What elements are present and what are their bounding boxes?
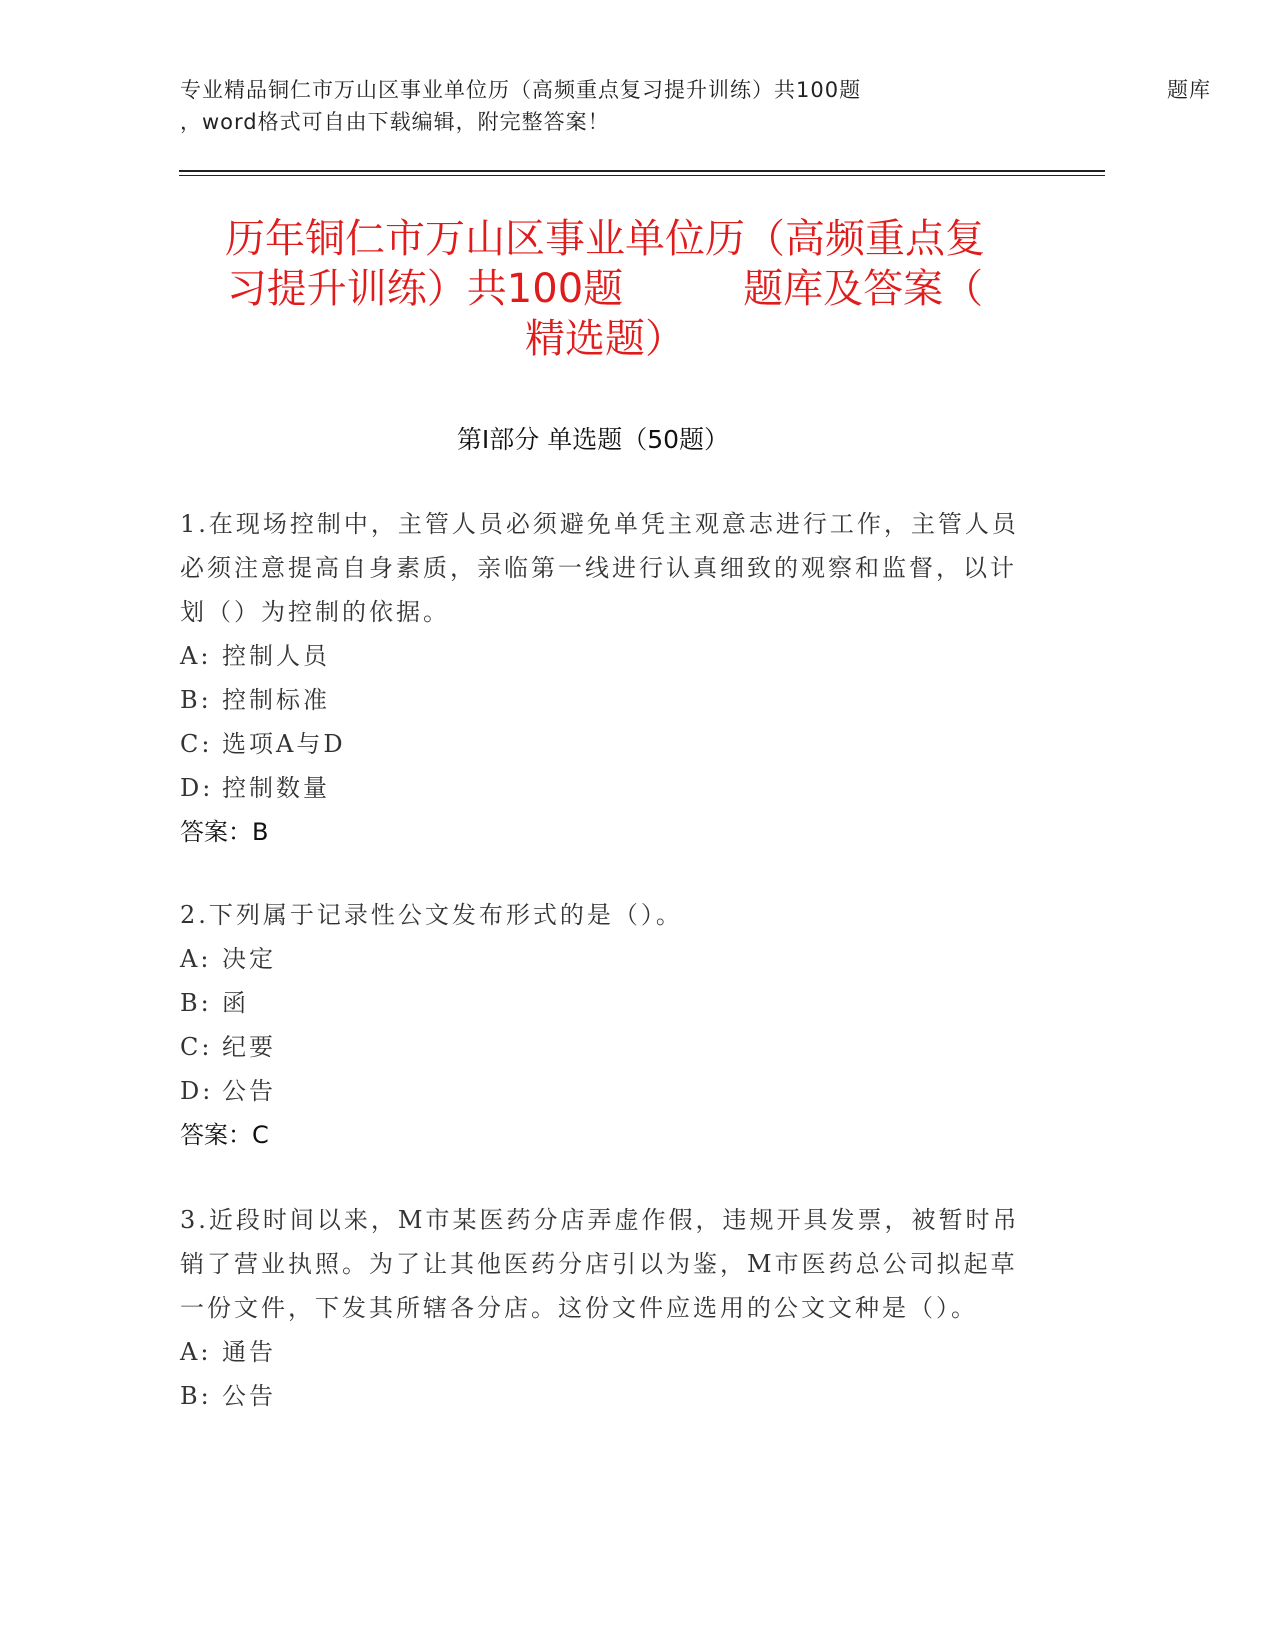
question-text: 1.在现场控制中，主管人员必须避免单凭主观意志进行工作，主管人员必须注意提高自身素质，亲临第一线进行认真细致的观察和监督，以计划（）为控制的依据。 <box>180 510 1019 626</box>
question-3 <box>180 1198 1040 1418</box>
option-a <box>180 634 1040 678</box>
title-line-2: 习提升训练）共100题 题库及答案（ <box>226 266 984 312</box>
option-text: 公告 <box>222 1382 276 1410</box>
header-right-text: 题库 <box>1167 78 1211 102</box>
header-rule-thick <box>179 170 1105 172</box>
option-label: D: <box>180 1077 214 1105</box>
answer: 答案：C <box>180 1121 269 1149</box>
answer: 答案：B <box>180 818 269 846</box>
option-b <box>180 981 1040 1025</box>
option-text: 公告 <box>222 1077 276 1105</box>
option-c <box>180 722 1040 766</box>
option-label: A: <box>180 1338 212 1366</box>
header-text: 专业精品铜仁市万山区事业单位历（高频重点复习提升训练）共100题 <box>180 78 862 102</box>
option-text: 控制标准 <box>222 686 330 714</box>
option-text: 选项A与D <box>222 730 346 758</box>
question-text: 2.下列属于记录性公文发布形式的是（）。 <box>180 901 683 929</box>
option-label: A: <box>180 642 212 670</box>
title-line-1: 历年铜仁市万山区事业单位历（高频重点复 <box>225 216 985 262</box>
option-c <box>180 1025 1040 1069</box>
option-label: D: <box>180 774 214 802</box>
option-label: A: <box>180 945 212 973</box>
option-label: B: <box>180 686 212 714</box>
question-text: 3.近段时间以来，M市某医药分店弄虚作假，违规开具发票，被暂时吊销了营业执照。为了让其他医药分店引以为鉴，M市医药总公司拟起草一份文件，下发其所辖各分店。这份文件应选用的公文文种是（）。 <box>180 1206 1020 1322</box>
option-b <box>180 678 1040 722</box>
document-title <box>180 214 1030 364</box>
option-text: 控制人员 <box>222 642 330 670</box>
option-text: 决定 <box>222 945 276 973</box>
option-a <box>180 937 1040 981</box>
option-a <box>180 1330 1040 1374</box>
option-label: C: <box>180 1033 213 1061</box>
option-d <box>180 1069 1040 1113</box>
question-2 <box>180 893 1040 1157</box>
option-text: 控制数量 <box>222 774 330 802</box>
question-1 <box>180 502 1040 854</box>
option-d <box>180 766 1040 810</box>
title-line-3: 精选题） <box>525 316 685 362</box>
option-text: 纪要 <box>222 1033 276 1061</box>
option-label: C: <box>180 730 213 758</box>
header-line-2: ，word格式可自由下载编辑，附完整答案！ <box>180 110 610 134</box>
option-b <box>180 1374 1040 1418</box>
option-text: 函 <box>222 989 249 1017</box>
option-label: B: <box>180 989 212 1017</box>
section-title: 第Ⅰ部分 单选题（50题） <box>456 425 730 454</box>
option-text: 通告 <box>222 1338 276 1366</box>
option-label: B: <box>180 1382 212 1410</box>
header-rule-thin <box>179 175 1105 176</box>
header-line-1 <box>180 74 1211 104</box>
